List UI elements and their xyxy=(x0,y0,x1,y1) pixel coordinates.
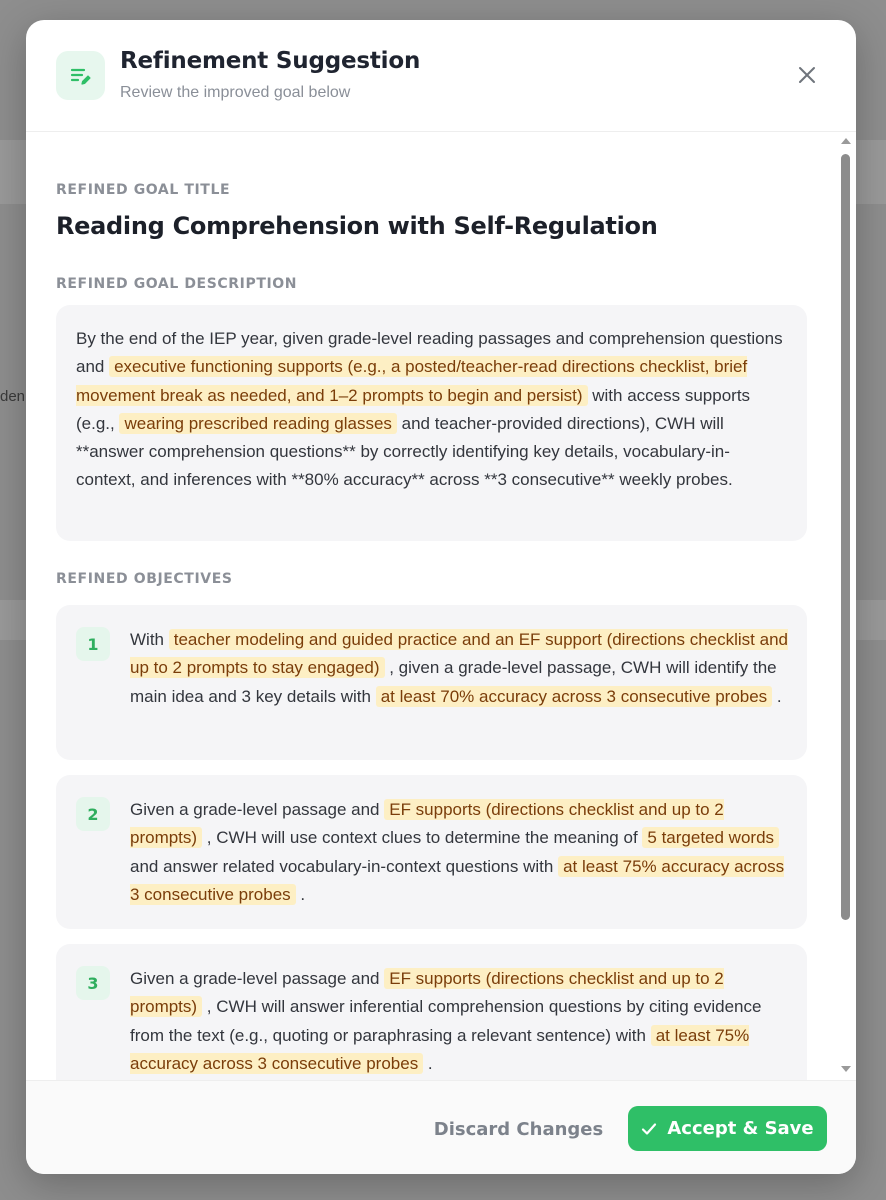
objective-card xyxy=(56,944,807,1080)
accept-save-label: Accept & Save xyxy=(667,1118,814,1139)
objective-text: . xyxy=(295,884,306,904)
discard-changes-button[interactable]: Discard Changes xyxy=(433,1118,604,1140)
objective-highlight: EF supports (directions checklist and up to 2 prompts) xyxy=(130,969,724,1017)
objective-text: . xyxy=(423,1053,433,1073)
objective-number: 2 xyxy=(76,797,110,831)
objective-text: With xyxy=(130,630,169,649)
modal-subtitle: Review the improved goal below xyxy=(120,84,351,101)
modal-body[interactable] xyxy=(26,132,856,1080)
objective-text xyxy=(130,626,790,711)
objective-card xyxy=(56,605,807,760)
goal-title: Reading Comprehension with Self-Regulation xyxy=(56,212,658,240)
objective-text xyxy=(130,796,790,909)
accept-save-button[interactable] xyxy=(628,1106,827,1151)
objective-number: 1 xyxy=(76,627,110,661)
edit-list-icon xyxy=(56,51,105,100)
objective-text xyxy=(130,965,790,1078)
description-text: By the end of the IEP year, given grade-level reading passages and comprehension questions and xyxy=(76,329,783,377)
refinement-modal xyxy=(26,20,856,1174)
close-button[interactable] xyxy=(794,62,820,88)
check-icon xyxy=(641,1121,657,1137)
description-text: with access supports (e.g., xyxy=(76,385,751,433)
objective-number: 3 xyxy=(76,966,110,1000)
modal-header xyxy=(26,20,856,132)
description-highlight: executive functioning supports (e.g., a posted/teacher-read directions checklist, brief movement break as needed, and 1–2 prompts to begin and persist) xyxy=(76,357,748,405)
objective-text: and answer related vocabulary-in-context questions with xyxy=(130,856,559,876)
objective-highlight: at least 75% accuracy across 3 consecutive probes xyxy=(130,1025,750,1073)
description-highlight: wearing prescribed reading glasses xyxy=(119,413,396,434)
description-text: and teacher-provided directions), CWH will **answer comprehension questions** by correctly identifying key details, vocabulary-in-context, and inferences with **80% accuracy** across **3 consecutive** weekly probes. xyxy=(76,413,733,490)
close-icon xyxy=(798,66,816,84)
objective-text: Given a grade-level passage and xyxy=(130,969,385,988)
objective-text: . xyxy=(772,686,782,706)
scrollbar[interactable] xyxy=(838,132,852,1080)
objective-text: , CWH will answer inferential comprehension questions by citing evidence from the text (e.g., quoting or paraphrasing a relevant sentence) with xyxy=(130,997,762,1045)
scrollbar-thumb[interactable] xyxy=(841,154,850,920)
objective-text: , given a grade-level passage, CWH will identify the main idea and 3 key details with xyxy=(130,658,777,706)
goal-description xyxy=(56,305,807,541)
objectives-label: REFINED OBJECTIVES xyxy=(56,571,233,587)
objective-highlight: EF supports (directions checklist and up to 2 prompts) xyxy=(130,800,724,848)
goal-title-label: REFINED GOAL TITLE xyxy=(56,182,231,198)
goal-description-label: REFINED GOAL DESCRIPTION xyxy=(56,276,298,292)
scroll-down-arrow-icon[interactable] xyxy=(841,1066,851,1072)
objective-highlight: at least 75% accuracy across 3 consecutive probes xyxy=(130,856,785,904)
objective-text: , CWH will use context clues to determine the meaning of xyxy=(202,828,643,848)
objective-highlight: at least 70% accuracy across 3 consecutive probes xyxy=(376,686,772,707)
modal-footer xyxy=(26,1080,856,1174)
background-partial-text: den xyxy=(0,388,26,405)
objective-text: Given a grade-level passage and xyxy=(130,800,385,819)
scroll-up-arrow-icon[interactable] xyxy=(841,138,851,144)
objective-highlight: teacher modeling and guided practice and an EF support (directions checklist and up to 2 prompts to stay engaged) xyxy=(130,630,788,678)
objective-highlight: 5 targeted words xyxy=(642,827,779,848)
objective-card xyxy=(56,775,807,929)
modal-title: Refinement Suggestion xyxy=(120,48,421,74)
